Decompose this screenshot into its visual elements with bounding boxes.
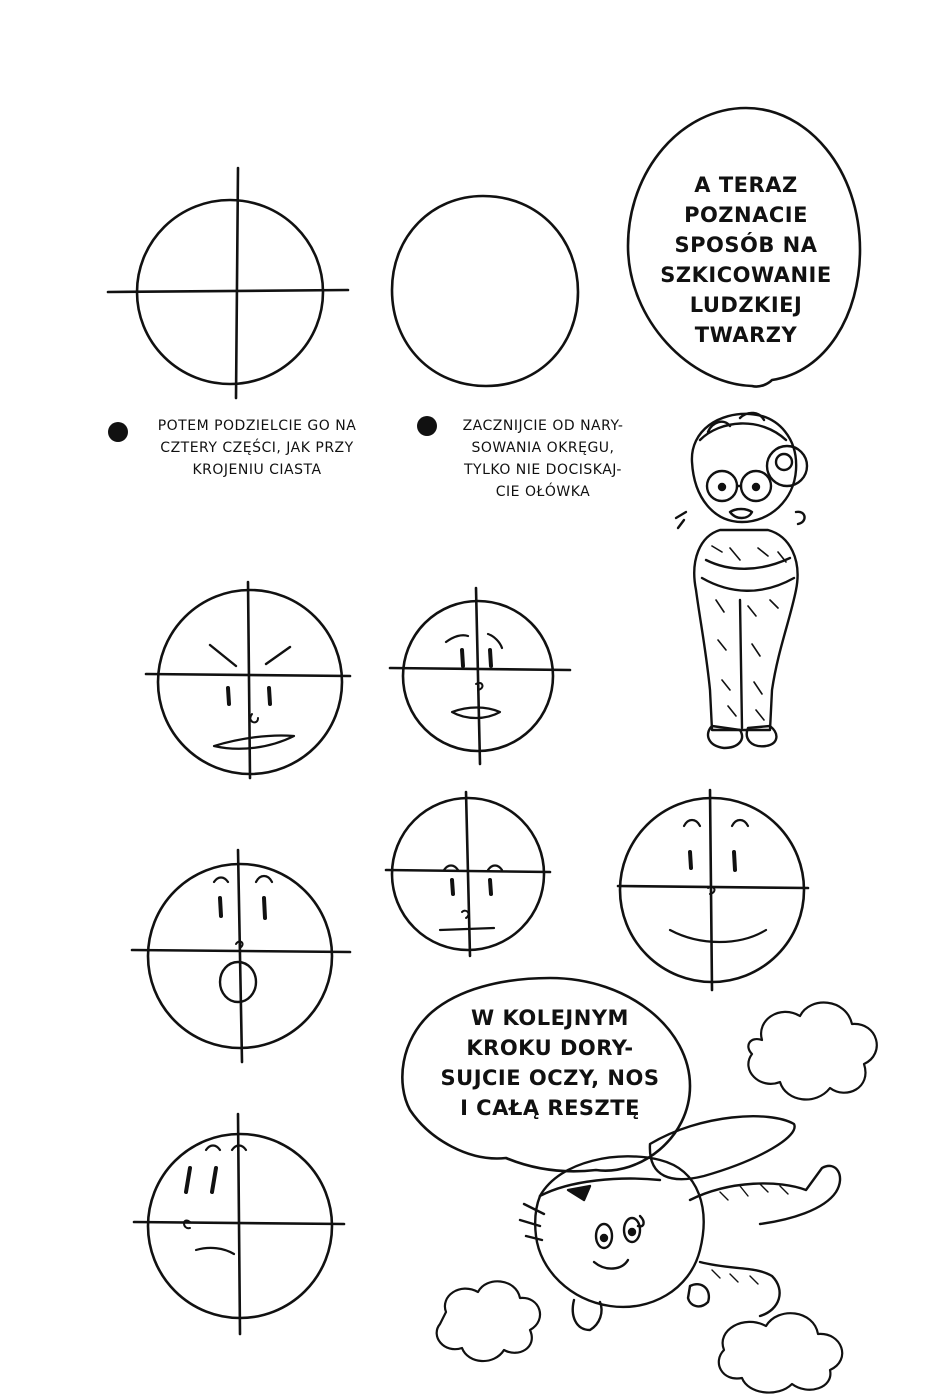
speech-bottom-line: I CAŁĄ RESZTĘ (460, 1096, 640, 1120)
caption-step-one (438, 415, 648, 503)
cloud-top-right-illustration (748, 1003, 876, 1100)
worried-face-diagram (390, 588, 570, 764)
caption-step-two (132, 415, 382, 481)
caption-line: SOWANIA OKRĘGU, (471, 440, 615, 456)
girl-character-illustration (676, 413, 807, 748)
speech-top-line: LUDZKIEJ (689, 293, 803, 317)
caption-line: ZACZNIJCIE OD NARY- (462, 418, 624, 434)
caption-line: CIE OŁÓWKA (495, 484, 591, 500)
speech-top-line: A TERAZ (694, 173, 798, 197)
cloud-bottom-right-illustration (719, 1313, 842, 1392)
cloud-bottom-left-illustration (437, 1281, 540, 1361)
boy-character-illustration (520, 1116, 840, 1330)
speech-bottom-line: W KOLEJNYM (471, 1006, 629, 1030)
bullet-dot-icon (417, 416, 437, 436)
speech-bottom-line: KROKU DORY- (466, 1036, 634, 1060)
side-face-diagram (134, 1114, 344, 1334)
speech-bubble-bottom-text (420, 1003, 680, 1123)
speech-top-line: SZKICOWANIE (660, 263, 832, 287)
circle-with-cross-diagram (108, 168, 348, 398)
plain-circle-diagram (392, 196, 578, 386)
speech-bottom-line: SUJCIE OCZY, NOS (440, 1066, 660, 1090)
caption-line: KROJENIU CIASTA (192, 462, 322, 478)
caption-line: TYLKO NIE DOCISKAJ- (464, 462, 622, 478)
speech-bubble-top-text (648, 170, 844, 350)
speech-top-line: POZNACIE (684, 203, 808, 227)
bullet-dot-icon (108, 422, 128, 442)
angry-face-diagram (146, 582, 350, 778)
surprised-face-diagram (132, 850, 350, 1062)
caption-line: CZTERY CZĘŚCI, JAK PRZY (160, 440, 354, 456)
speech-top-line: TWARZY (694, 323, 798, 347)
caption-line: POTEM PODZIELCIE GO NA (157, 418, 357, 434)
smiling-face-diagram (618, 790, 808, 990)
speech-top-line: SPOSÓB NA (674, 233, 818, 257)
neutral-face-small-diagram (386, 792, 550, 956)
